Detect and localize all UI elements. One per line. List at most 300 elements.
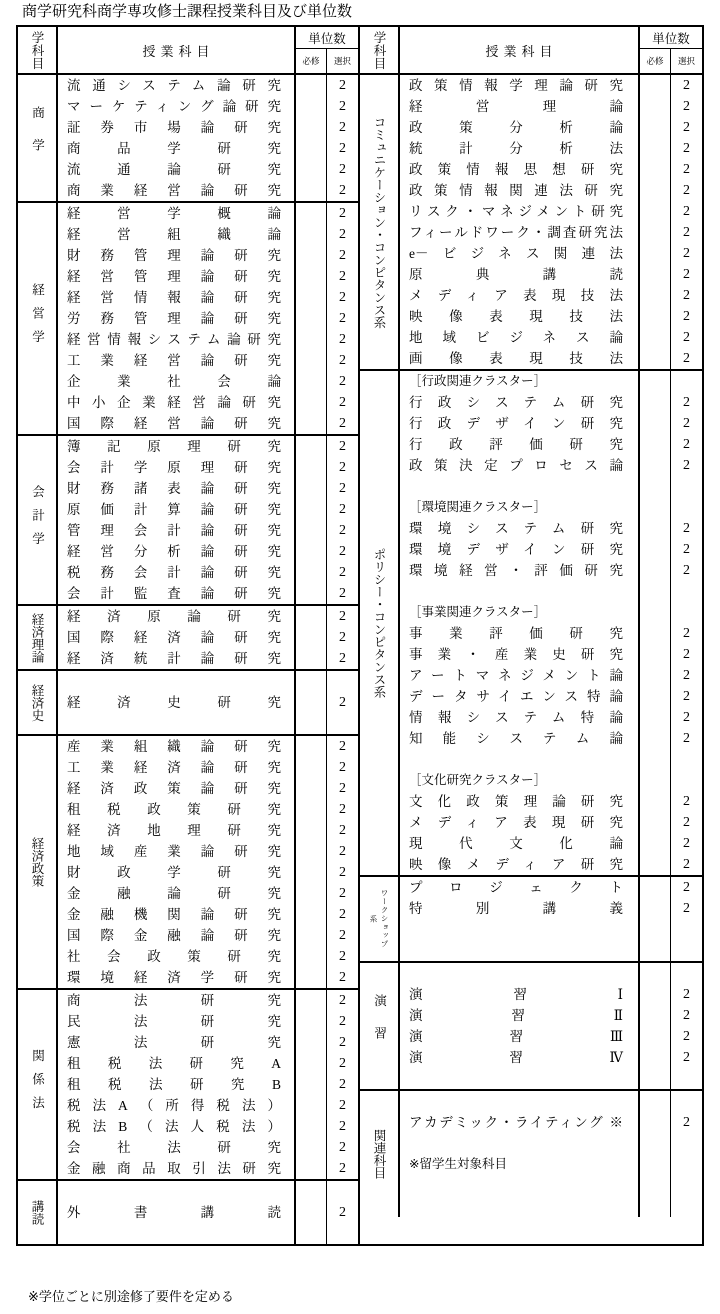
elective-credit: 2 [683,309,690,324]
subject-name: 画像表現技法 [409,351,623,366]
table-row [58,713,294,734]
group-dept-cell [360,1091,400,1217]
subject-name: 地域ビジネス論 [409,330,623,345]
group-dept-cell [360,877,400,961]
elective-credit: 2 [339,695,346,710]
required-credit [640,963,670,984]
required-credit [640,984,670,1005]
required-credit [640,1091,670,1112]
required-credit [640,602,670,623]
required-credit [296,520,326,541]
table-row [400,665,638,686]
elective-credit: 2 [339,374,346,389]
elective-credit: 2 [683,267,690,282]
group-subject-cell [58,606,296,669]
required-credit [296,308,326,329]
table-row [58,1032,294,1053]
elective-credit [671,963,702,984]
required-column [296,203,327,434]
group-dept-cell [18,606,58,669]
required-credit [296,799,326,820]
required-credit [296,778,326,799]
required-credit [296,904,326,925]
elective-credit: 2 [339,802,346,817]
table-row [58,329,294,350]
subject-group [18,1181,358,1244]
required-credit [296,1032,326,1053]
subject-group [18,671,358,736]
table-row [400,371,638,392]
subject-name [409,940,631,961]
required-credit [640,770,670,791]
subject-name: アカデミック・ライティング ※ [409,1115,623,1130]
table-row [58,692,294,713]
required-credit [640,623,670,644]
subject-name: 金融商品取引法研究 [67,1161,281,1176]
subject-name: 企業社会論 [67,374,281,389]
required-credit [640,497,670,518]
subject-name [409,749,631,770]
elective-credit: 2 [339,99,346,114]
required-credit [296,224,326,245]
required-credit [640,940,670,961]
subject-group [360,877,702,963]
elective-credit: 2 [683,987,690,1002]
group-subject-cell [400,877,640,961]
group-subject-cell [400,1091,640,1217]
subject-name: 外書講読 [67,1205,281,1220]
required-credit [296,75,326,96]
elective-credit: 2 [683,731,690,746]
subject-group [18,736,358,990]
subject-name: 映像表現技法 [409,309,623,324]
table-row [58,1095,294,1116]
group-credit-cell [296,736,358,988]
table-row [400,222,638,243]
subject-name: 憲法研究 [67,1035,281,1050]
required-column [296,671,327,734]
table-row [400,791,638,812]
subject-name: プロジェクト [409,880,623,895]
elective-credit: 2 [339,120,346,135]
elective-credit: 2 [683,162,690,177]
group-dept-cell [18,436,58,604]
required-column [640,963,671,1089]
subject-name: 租税法研究B [67,1077,281,1092]
required-credit [640,898,670,919]
required-credit [296,541,326,562]
elective-credit [671,940,702,961]
group-dept-cell [360,963,400,1089]
elective-credit: 2 [683,141,690,156]
subject-name: 労務管理論研究 [67,311,281,326]
elective-column [327,75,358,201]
elective-credit: 2 [339,1056,346,1071]
elective-credit [671,602,702,623]
elective-credit: 2 [339,78,346,93]
required-credit [296,159,326,180]
elective-credit: 2 [339,865,346,880]
table-row [58,1011,294,1032]
elective-credit: 2 [683,521,690,536]
required-credit [640,707,670,728]
subject-name: 会計学原理研究 [67,460,281,475]
table-header-right [360,27,702,75]
required-credit [640,854,670,875]
required-credit [296,736,326,757]
group-dept-label: 商学 [30,105,45,171]
group-credit-cell [640,75,702,369]
group-dept-label: 演習 [372,993,387,1059]
elective-credit: 2 [339,1205,346,1220]
required-credit [296,627,326,648]
elective-credit: 2 [683,246,690,261]
required-credit [296,287,326,308]
table-row [58,606,294,627]
table-row [58,904,294,925]
table-row [400,877,638,898]
elective-credit: 2 [339,609,346,624]
elective-credit [327,671,358,692]
elective-credit: 2 [683,626,690,641]
group-credit-cell [296,671,358,734]
elective-credit: 2 [683,901,690,916]
required-credit [640,159,670,180]
table-row [400,1196,638,1217]
required-credit [296,1181,326,1202]
subject-name: 統計分析法 [409,141,623,156]
table-row [400,1047,638,1068]
table-row [400,898,638,919]
subject-name: メディア表現技法 [409,288,623,303]
table-row [400,1091,638,1112]
required-credit [640,919,670,940]
group-subject-cell [400,963,640,1089]
elective-column [327,990,358,1179]
subject-name: ※留学生対象科目 [409,1157,507,1171]
subject-name: 経営情報システム論研究 [67,332,281,347]
subject-name: 財務諸表論研究 [67,481,281,496]
elective-credit [671,1154,702,1175]
table-row [400,264,638,285]
table-row [400,180,638,201]
required-credit [640,392,670,413]
subject-name: アートマネジメント論 [409,668,623,683]
subject-name: 環境システム研究 [409,521,623,536]
elective-credit: 2 [339,1077,346,1092]
table-row [400,159,638,180]
required-credit [640,348,670,369]
required-credit [296,499,326,520]
required-column [296,436,327,604]
subject-name: フィールドワーク・調査研究法 [409,225,623,240]
required-credit [640,1068,670,1089]
required-credit [296,457,326,478]
elective-credit: 2 [339,141,346,156]
table-row [58,180,294,201]
group-dept-cell [360,75,400,369]
required-credit [640,180,670,201]
elective-credit [671,1091,702,1112]
subject-name: 行政デザイン研究 [409,416,623,431]
required-credit [296,990,326,1011]
table-row [400,749,638,770]
required-credit [640,877,670,898]
required-credit [296,946,326,967]
table-row [400,940,638,961]
elective-credit: 2 [339,781,346,796]
table-row [58,778,294,799]
table-row [400,812,638,833]
elective-credit: 2 [683,225,690,240]
table-row [400,854,638,875]
group-dept-cell [18,736,58,988]
subject-name: 租税法研究A [67,1056,281,1071]
table-row [58,1116,294,1137]
subject-name: 文化政策理論研究 [409,794,623,809]
subject-name: メディア表現研究 [409,815,623,830]
table-row [58,413,294,434]
subject-name: 政策情報関連法研究 [409,183,623,198]
required-credit [640,222,670,243]
required-credit [296,648,326,669]
subject-name: 経営管理論研究 [67,269,281,284]
required-credit [296,967,326,988]
table-row [58,499,294,520]
elective-credit: 2 [683,330,690,345]
required-column [296,75,327,201]
required-credit [296,413,326,434]
elective-credit [671,581,702,602]
elective-credit: 2 [339,332,346,347]
elective-credit: 2 [683,120,690,135]
required-credit [640,560,670,581]
table-row [400,434,638,455]
subject-name: 経済統計論研究 [67,651,281,666]
subject-name: 流通システム論研究 [67,78,281,93]
subject-name: 事業評価研究 [409,626,623,641]
subject-group [360,75,702,371]
subject-name [409,1091,631,1112]
elective-credit: 2 [339,460,346,475]
table-row [58,371,294,392]
table-row [400,919,638,940]
required-credit [640,201,670,222]
elective-column [327,671,358,734]
table-row [58,627,294,648]
subject-name: 流通論研究 [67,162,281,177]
subject-name: 演習Ⅳ [409,1050,623,1065]
subject-name: 行政システム研究 [409,395,623,410]
subject-name: 税法B（法人税法） [67,1119,281,1134]
required-credit [296,862,326,883]
required-credit [640,371,670,392]
table-row [400,581,638,602]
header-subject-label: 授業科目 [485,43,558,59]
required-credit [296,1202,326,1223]
required-credit [640,413,670,434]
subject-name: 財務管理論研究 [67,248,281,263]
table-row [400,243,638,264]
table-row [58,841,294,862]
required-credit [296,606,326,627]
required-credit [296,692,326,713]
subject-name: 金融論研究 [67,886,281,901]
table-row [400,770,638,791]
required-credit [296,671,326,692]
required-credit [640,1175,670,1196]
required-credit [296,820,326,841]
table-row [400,707,638,728]
group-dept-label: 経済史 [30,683,44,722]
required-credit [640,1196,670,1217]
required-credit [640,264,670,285]
required-credit [296,1074,326,1095]
subject-name: 事業・産業史研究 [409,647,623,662]
required-credit [296,96,326,117]
group-credit-cell [296,606,358,669]
elective-credit [327,1223,358,1244]
required-credit [640,285,670,306]
header-cell-credits [640,27,702,73]
subject-name: ［環境関連クラスター］ [409,500,547,514]
table-row [58,1181,294,1202]
group-credit-cell [640,963,702,1089]
elective-credit: 2 [339,1098,346,1113]
required-credit [296,117,326,138]
subject-name: 金融機関論研究 [67,907,281,922]
required-credit [296,1137,326,1158]
subject-name: 演習Ⅲ [409,1029,623,1044]
subject-name: 経営学概論 [67,206,281,221]
required-credit [640,1154,670,1175]
subject-name: e－ビジネス関連法 [409,246,623,261]
required-credit [640,476,670,497]
elective-credit: 2 [339,1119,346,1134]
group-subject-cell [58,1181,296,1244]
required-credit [296,266,326,287]
group-subject-cell [58,671,296,734]
table-row [400,476,638,497]
group-dept-label: 関連科目 [372,1129,386,1179]
group-dept-cell [18,671,58,734]
group-credit-cell [296,1181,358,1244]
subject-name: 特別講義 [409,901,623,916]
header-required-label: 必修 [640,49,671,73]
subject-name [409,476,631,497]
elective-credit: 2 [683,710,690,725]
group-credit-cell [640,371,702,875]
elective-credit: 2 [339,395,346,410]
header-cell-subject [400,27,640,73]
elective-credit: 2 [683,78,690,93]
page-title: 商学研究科商学専攻修士課程授業科目及び単位数 [22,3,353,20]
subject-name: 民法研究 [67,1014,281,1029]
table-half-left [18,27,360,1244]
elective-credit: 2 [339,1035,346,1050]
subject-name: 政策決定プロセス論 [409,458,623,473]
table-row [400,539,638,560]
required-credit [640,75,670,96]
subject-name: 地域産業論研究 [67,844,281,859]
required-credit [640,644,670,665]
required-credit [640,138,670,159]
elective-column [327,606,358,669]
subject-name: 工業経済論研究 [67,760,281,775]
elective-credit: 2 [683,416,690,431]
elective-credit: 2 [339,1014,346,1029]
table-row [58,1074,294,1095]
required-credit [640,728,670,749]
table-row [58,757,294,778]
subject-name: 税務会計論研究 [67,565,281,580]
header-credits-label: 単位数 [640,27,702,49]
table-row [400,560,638,581]
required-column [296,736,327,988]
elective-credit: 2 [683,836,690,851]
subject-group [360,371,702,877]
subject-name: 商法研究 [67,993,281,1008]
required-credit [296,245,326,266]
subject-name: ［行政関連クラスター］ [409,374,547,388]
table-row [400,117,638,138]
elective-credit [671,1196,702,1217]
elective-credit: 2 [339,183,346,198]
table-row [400,984,638,1005]
elective-credit: 2 [339,311,346,326]
table-row [400,728,638,749]
subject-name [409,919,631,940]
required-credit [640,1026,670,1047]
subject-name: 国際金融論研究 [67,928,281,943]
group-dept-label: 講読 [30,1200,44,1225]
table-row [58,159,294,180]
required-credit [296,203,326,224]
table-row [400,96,638,117]
group-dept-label: ポリシー・コンピタンス系 [372,548,386,698]
group-credit-cell [640,877,702,961]
elective-column [671,963,702,1089]
required-credit [640,749,670,770]
header-cell-dept [360,27,400,73]
subject-name: 経済史研究 [67,695,281,710]
subject-name [409,963,631,984]
elective-credit: 2 [339,907,346,922]
header-credits-label: 単位数 [296,27,358,49]
subject-name: 商品学研究 [67,141,281,156]
table-row [58,520,294,541]
group-dept-cell [18,1181,58,1244]
header-elective-label: 選択 [333,56,351,66]
table-row [58,287,294,308]
group-dept-label: 経済政策 [30,837,44,887]
table-row [400,497,638,518]
required-credit [640,1047,670,1068]
elective-credit: 2 [339,227,346,242]
elective-credit: 2 [339,544,346,559]
elective-column [671,877,702,961]
table-row [58,925,294,946]
required-credit [296,562,326,583]
elective-credit: 2 [339,928,346,943]
subject-name: 政策情報思想研究 [409,162,623,177]
table-row [400,518,638,539]
required-credit [640,306,670,327]
group-subject-cell [400,371,640,875]
subject-name: ［事業関連クラスター］ [409,605,547,619]
subject-name [409,1196,631,1217]
subject-name: データサイエンス特論 [409,689,623,704]
